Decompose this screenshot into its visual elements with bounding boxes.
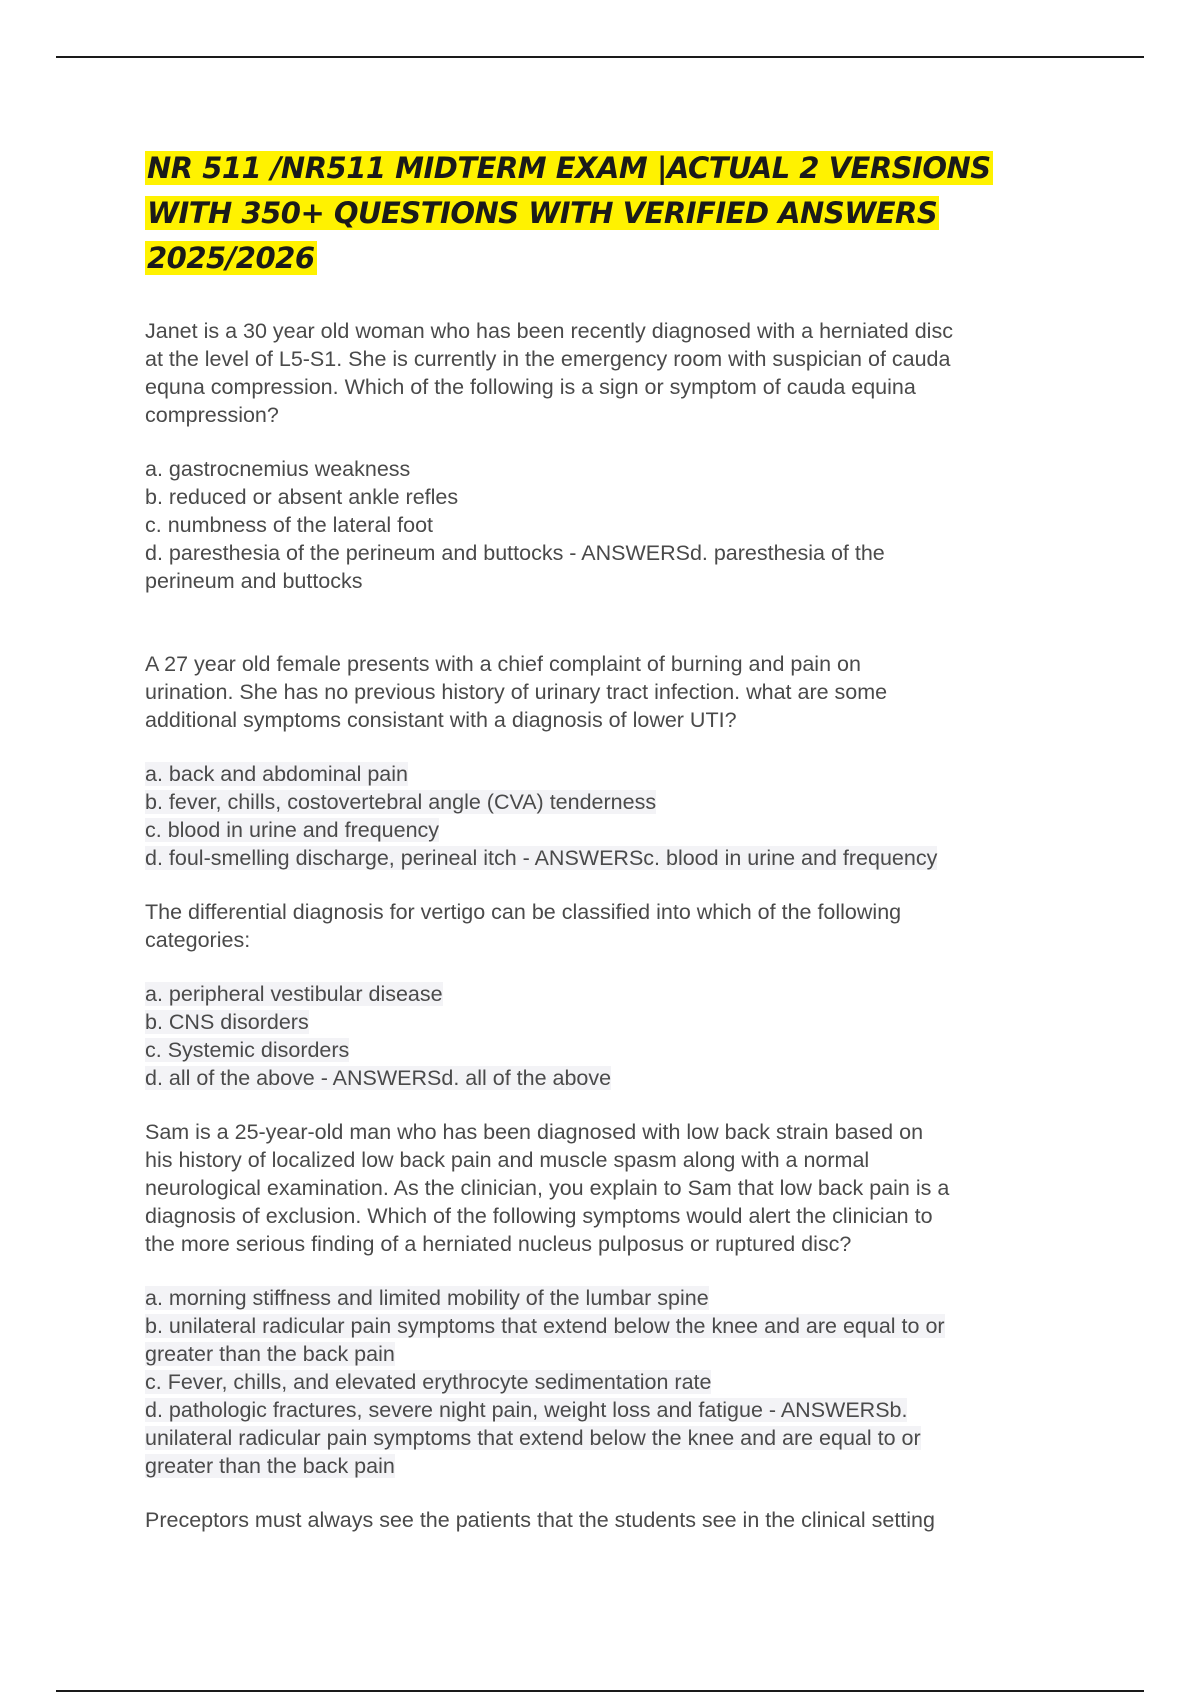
- option-line: d. paresthesia of the perineum and buttocks - ANSWERSd. paresthesia of the: [145, 541, 885, 565]
- stem-line: A 27 year old female presents with a chief complaint of burning and pain on: [145, 652, 861, 676]
- stem-line: Preceptors must always see the patients that the students see in the clinical setting: [145, 1508, 935, 1532]
- option-line: greater than the back pain: [145, 1454, 395, 1478]
- option-line: a. morning stiffness and limited mobility of the lumbar spine: [145, 1286, 709, 1310]
- option-line: a. back and abdominal pain: [145, 762, 408, 786]
- option-line: greater than the back pain: [145, 1342, 395, 1366]
- question-2-stem: [145, 650, 1075, 734]
- question-3-stem: [145, 898, 1075, 954]
- option-line: b. unilateral radicular pain symptoms that extend below the knee and are equal to or: [145, 1314, 945, 1338]
- stem-line: the more serious finding of a herniated nucleus pulposus or ruptured disc?: [145, 1232, 852, 1256]
- option-line: b. fever, chills, costovertebral angle (CVA) tenderness: [145, 790, 657, 814]
- option-line: perineum and buttocks: [145, 569, 363, 593]
- stem-line: his history of localized low back pain and muscle spasm along with a normal: [145, 1148, 870, 1172]
- option-line: a. peripheral vestibular disease: [145, 982, 443, 1006]
- option-line: b. reduced or absent ankle refles: [145, 485, 459, 509]
- stem-line: additional symptoms consistant with a diagnosis of lower UTI?: [145, 708, 737, 732]
- stem-line: Sam is a 25-year-old man who has been diagnosed with low back strain based on: [145, 1120, 924, 1144]
- stem-line: Janet is a 30 year old woman who has been recently diagnosed with a herniated disc: [145, 319, 953, 343]
- bottom-rule: [56, 1690, 1144, 1692]
- question-1-options: [145, 455, 1075, 595]
- stem-line: urination. She has no previous history of urinary tract infection. what are some: [145, 680, 888, 704]
- question-4-options: [145, 1284, 1075, 1480]
- option-line: d. pathologic fractures, severe night pain, weight loss and fatigue - ANSWERSb.: [145, 1398, 908, 1422]
- option-line: d. all of the above - ANSWERSd. all of the above: [145, 1066, 612, 1090]
- option-line: c. numbness of the lateral foot: [145, 513, 434, 537]
- document-title: [145, 146, 1075, 281]
- stem-line: compression?: [145, 403, 279, 427]
- option-line: d. foul-smelling discharge, perineal itch - ANSWERSc. blood in urine and frequency: [145, 846, 938, 870]
- question-1-stem: [145, 317, 1075, 429]
- stem-line: categories:: [145, 928, 251, 952]
- option-line: c. Systemic disorders: [145, 1038, 350, 1062]
- question-2-options: [145, 760, 1075, 872]
- stem-line: neurological examination. As the clinician, you explain to Sam that low back pain is a: [145, 1176, 950, 1200]
- top-rule: [56, 56, 1144, 58]
- option-line: c. Fever, chills, and elevated erythrocyte sedimentation rate: [145, 1370, 712, 1394]
- title-line: NR 511 /NR511 MIDTERM EXAM |ACTUAL 2 VERSIONS: [147, 151, 991, 185]
- question-4-stem: [145, 1118, 1075, 1258]
- stem-line: diagnosis of exclusion. Which of the following symptoms would alert the clinician to: [145, 1204, 933, 1228]
- stem-line: equna compression. Which of the following is a sign or symptom of cauda equina: [145, 375, 916, 399]
- question-3-options: [145, 980, 1075, 1092]
- option-line: a. gastrocnemius weakness: [145, 457, 411, 481]
- title-line: 2025/2026: [147, 241, 315, 275]
- option-line: b. CNS disorders: [145, 1010, 309, 1034]
- title-line: WITH 350+ QUESTIONS WITH VERIFIED ANSWERS: [147, 196, 938, 230]
- question-5-stem: [145, 1506, 1075, 1534]
- stem-line: The differential diagnosis for vertigo can be classified into which of the following: [145, 900, 902, 924]
- stem-line: at the level of L5-S1. She is currently in the emergency room with suspician of cauda: [145, 347, 951, 371]
- option-line: unilateral radicular pain symptoms that extend below the knee and are equal to or: [145, 1426, 921, 1450]
- option-line: c. blood in urine and frequency: [145, 818, 440, 842]
- document-body: [145, 146, 1075, 1534]
